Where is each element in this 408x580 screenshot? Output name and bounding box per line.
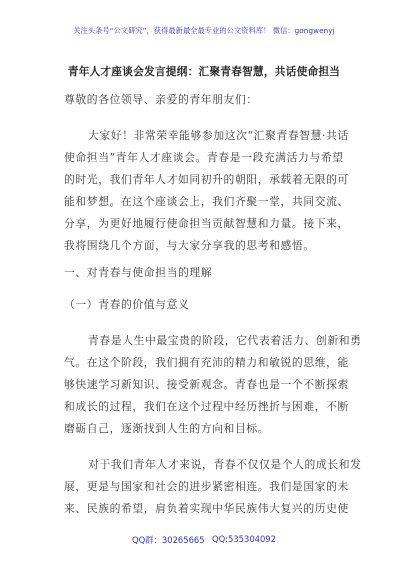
body-line: 气。在这个阶段，我们拥有充沛的精力和敏锐的思维，能 xyxy=(64,356,349,369)
header-banner: 关注头条号“公文研究”，获得最新最全最专业的公文资料库！ 微信：gongwenyj xyxy=(73,26,335,35)
body-line: 展，更是与国家和社会的进步紧密相连。我们是国家的未 xyxy=(64,480,349,493)
salutation-line: 尊敬的各位领导、亲爱的青年朋友们： xyxy=(64,93,258,106)
body-line: 来、民族的希望，肩负着实现中华民族伟大复兴的历史使 xyxy=(64,502,349,515)
body-line: 使命担当”青年人才座谈会。青春是一段充满活力与希望 xyxy=(64,151,344,164)
body-line: 我将围绕几个方面，与大家分享我的思考和感悟。 xyxy=(64,239,315,252)
body-line: 磨砺自己，逐渐找到人生的方向和目标。 xyxy=(64,422,270,435)
document-title: 青年人才座谈会发言提纲：汇聚青春智慧，共话使命担当 xyxy=(67,66,341,78)
body-line: 的时光，我们青年人才如同初升的朝阳，承载着无限的可 xyxy=(64,173,349,186)
body-line: 够快速学习新知识、接受新观念。青春也是一个不断探索 xyxy=(64,378,349,391)
body-line: 和成长的过程，我们在这个过程中经历挫折与困难，不断 xyxy=(64,400,349,413)
body-line: 分享，为更好地履行使命担当贡献智慧和力量。接下来， xyxy=(64,217,349,230)
subsection-heading: （一）青春的价值与意义 xyxy=(64,298,190,311)
section-heading: 一、对青春与使命担当的理解 xyxy=(64,266,213,279)
footer-qq: QQ:535304092 xyxy=(212,534,276,544)
body-line: 大家好！非常荣幸能够参加这次“汇聚青春智慧·共话 xyxy=(88,129,349,142)
body-line: 能和梦想。在这个座谈会上，我们齐聚一堂，共同交流、 xyxy=(64,195,349,208)
footer-qq-group: QQ群：30265665 xyxy=(132,535,205,545)
body-line: 对于我们青年人才来说，青春不仅仅是个人的成长和发 xyxy=(88,458,362,471)
body-line: 青春是人生中最宝贵的阶段，它代表着活力、创新和勇 xyxy=(88,334,362,347)
